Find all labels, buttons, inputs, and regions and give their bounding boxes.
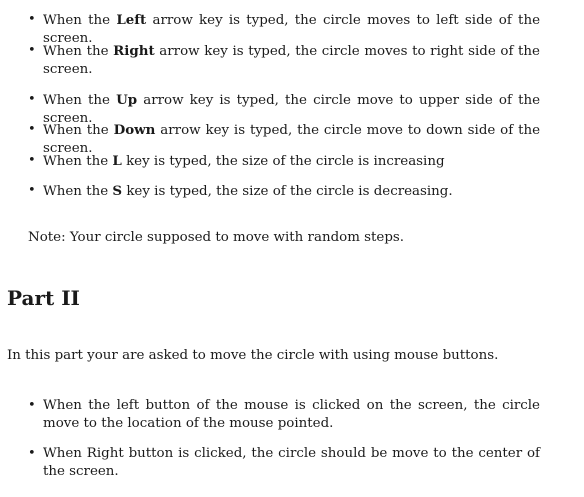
list-item-text: When the left button of the mouse is clicked on the screen, the circle move to the location of the mouse pointed. [43, 398, 540, 431]
key-name: Left [116, 12, 147, 28]
item-text-pre: When the [43, 184, 113, 199]
bullet-icon: • [28, 446, 36, 461]
key-name: Up [116, 92, 138, 108]
key-name: Down [113, 122, 156, 138]
bullet-icon: • [28, 43, 36, 58]
item-text-post: arrow key is typed, the circle move to upper side of the screen. [43, 93, 540, 126]
list-item-text: When Right button is clicked, the circle should be move to the center of the screen. [43, 446, 540, 479]
bullet-icon: • [28, 398, 36, 413]
list-item [28, 152, 540, 171]
item-text-pre: When the [43, 44, 114, 59]
item-text-post: arrow key is typed, the circle moves to left side of the screen. [43, 13, 540, 46]
list-item-text [43, 152, 540, 171]
list-item [28, 42, 540, 79]
item-text-pre: When the [43, 123, 114, 138]
list-item [28, 397, 540, 433]
key-name: L [112, 153, 122, 169]
bullet-icon: • [28, 183, 36, 198]
bullet-icon: • [28, 12, 36, 27]
list-item [28, 445, 540, 481]
list-item-text [43, 42, 540, 79]
intro-paragraph: In this part your are asked to move the circle with using mouse buttons. [7, 348, 499, 363]
bullet-icon: • [28, 92, 36, 107]
bullet-icon: • [28, 153, 36, 168]
item-text-post: key is typed, the size of the circle is increasing [121, 154, 445, 169]
key-name: Right [113, 43, 155, 59]
item-text-post: arrow key is typed, the circle move to down side of the screen. [43, 123, 540, 156]
item-text-post: arrow key is typed, the circle moves to right side of the screen. [43, 44, 540, 77]
key-name: S [112, 183, 123, 199]
item-text-pre: When the [43, 93, 117, 108]
item-text-pre: When the [43, 154, 113, 169]
item-text-pre: When the [43, 13, 117, 28]
note-text: Note: Your circle supposed to move with random steps. [28, 230, 405, 245]
bullet-icon: • [28, 122, 36, 137]
list-item-text [43, 182, 540, 201]
list-item [28, 182, 540, 201]
section-heading: Part II [7, 286, 80, 310]
item-text-post: key is typed, the size of the circle is decreasing. [122, 184, 453, 199]
